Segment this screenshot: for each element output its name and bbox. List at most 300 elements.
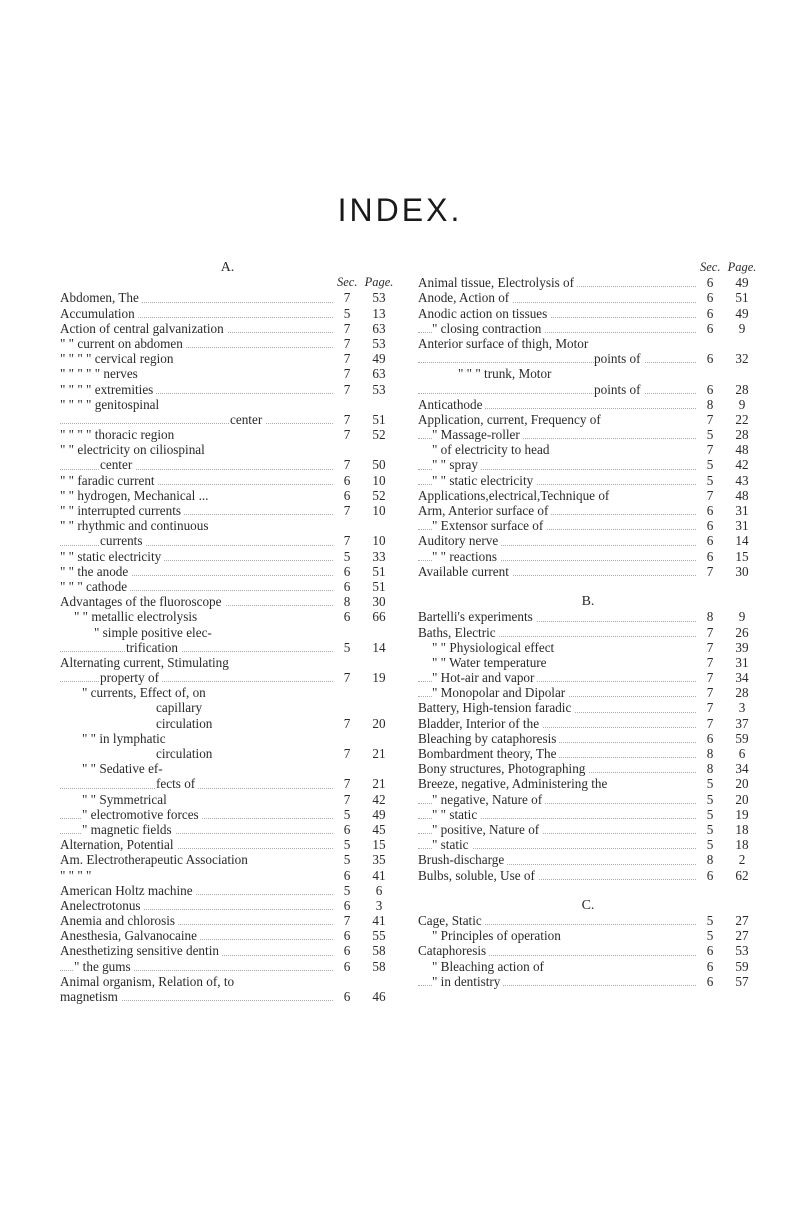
- entry-page: 22: [735, 411, 749, 427]
- entry-text: Anesthesia, Galvanocaine: [60, 928, 200, 943]
- entry-page: 51: [735, 290, 749, 306]
- entry-sec: 6: [706, 730, 714, 746]
- entry-text: " " rhythmic and continuous: [60, 518, 211, 533]
- entry-text: " " spray: [432, 457, 481, 472]
- index-entry: [60, 488, 395, 503]
- entry-page: 51: [372, 411, 386, 427]
- entry-text: Am. Electrotherapeutic Association: [60, 852, 251, 867]
- entry-page: 30: [372, 594, 386, 610]
- entry-sec: 7: [343, 670, 351, 686]
- index-entry: [418, 321, 758, 336]
- index-entry: [418, 700, 758, 715]
- entry-text: Abdomen, The: [60, 290, 142, 305]
- index-entry: [418, 290, 758, 305]
- entry-page: 37: [735, 715, 749, 731]
- entry-sec: 6: [343, 928, 351, 944]
- entry-text: points of: [594, 351, 644, 366]
- index-entry: [418, 731, 758, 746]
- sec-header: Sec.: [337, 275, 358, 290]
- entry-sec: 8: [706, 609, 714, 625]
- index-entry: [418, 670, 758, 685]
- entry-sec: 5: [343, 852, 351, 868]
- entry-page: 20: [735, 776, 749, 792]
- entry-text: Anemia and chlorosis: [60, 913, 178, 928]
- entry-text: " Extensor surface of: [432, 518, 546, 533]
- entry-sec: 7: [343, 715, 351, 731]
- entry-page: 49: [372, 351, 386, 367]
- entry-text: Advantages of the fluoroscope: [60, 594, 225, 609]
- entry-sec: 7: [706, 670, 714, 686]
- index-entry: [418, 959, 758, 974]
- entry-text: Anticathode: [418, 397, 485, 412]
- entry-text: " positive, Nature of: [432, 822, 542, 837]
- entry-sec: 8: [706, 746, 714, 761]
- entry-text: Anesthetizing sensitive dentin: [60, 943, 222, 958]
- entry-text: " " " cathode: [60, 579, 130, 594]
- entry-text: " negative, Nature of: [432, 792, 545, 807]
- index-entry: [418, 640, 758, 655]
- index-entry: [60, 807, 395, 822]
- entry-page: 49: [372, 806, 386, 822]
- entry-text: Applications,electrical,Technique of: [418, 488, 612, 503]
- index-entry: [418, 837, 758, 852]
- entry-page: 18: [735, 821, 749, 837]
- entry-text: " " hydrogen, Mechanical ...: [60, 488, 211, 503]
- entry-page: 42: [372, 791, 386, 807]
- index-entry: [418, 366, 758, 381]
- entry-sec: 7: [343, 290, 351, 306]
- index-entry: [418, 549, 758, 564]
- index-entry: [60, 746, 395, 761]
- entry-page: 3: [738, 700, 746, 716]
- entry-sec: 7: [706, 715, 714, 731]
- entry-sec: 5: [343, 639, 351, 655]
- entry-text: " of electricity to head: [432, 442, 552, 457]
- entry-text: Battery, High-tension faradic: [418, 700, 574, 715]
- index-entry: [418, 792, 758, 807]
- index-entry: [60, 290, 395, 305]
- index-entry: [60, 579, 395, 594]
- entry-page: 14: [735, 533, 749, 549]
- entry-sec: 8: [343, 594, 351, 610]
- index-entry: [418, 336, 758, 351]
- entry-text: Available current: [418, 564, 512, 579]
- entry-text: " " static electricity: [60, 549, 164, 564]
- entry-text: " " " " thoracic region: [60, 427, 177, 442]
- index-entry: [418, 928, 758, 943]
- entry-page: 10: [372, 503, 386, 518]
- page-title: INDEX.: [337, 192, 463, 228]
- index-entry: [418, 503, 758, 518]
- entry-sec: 6: [706, 943, 714, 959]
- entry-text: Breeze, negative, Administering the: [418, 776, 610, 791]
- entry-sec: 6: [706, 867, 714, 883]
- entry-sec: 5: [706, 776, 714, 792]
- entry-text: capillary: [156, 700, 205, 715]
- entry-page: 28: [735, 427, 749, 443]
- entry-page: 51: [372, 563, 386, 579]
- entry-sec: 6: [706, 503, 714, 518]
- index-entry: [60, 473, 395, 488]
- left-column: [60, 260, 395, 1004]
- entry-sec: 7: [706, 654, 714, 670]
- entry-sec: 7: [706, 624, 714, 640]
- entry-page: 48: [735, 487, 749, 503]
- index-entries-a-left: [60, 290, 395, 1004]
- entry-page: 31: [735, 503, 749, 518]
- entry-sec: 8: [706, 761, 714, 777]
- entry-sec: 6: [706, 518, 714, 534]
- entry-page: 63: [372, 366, 386, 382]
- entry-page: 21: [372, 746, 386, 761]
- index-entry: [60, 625, 395, 640]
- index-entry: [60, 382, 395, 397]
- entry-page: 28: [735, 685, 749, 701]
- index-entries-c: [418, 913, 758, 989]
- page-header: Page.: [727, 260, 757, 274]
- entry-sec: 5: [343, 548, 351, 564]
- entry-sec: 5: [706, 457, 714, 473]
- entry-page: 14: [372, 639, 386, 655]
- index-entry: [418, 518, 758, 533]
- entry-page: 6: [375, 882, 383, 898]
- index-entry: [418, 488, 758, 503]
- entry-sec: 7: [706, 411, 714, 427]
- entry-page: 50: [372, 457, 386, 473]
- section-letter-b: B.: [581, 594, 595, 610]
- entry-sec: 6: [706, 381, 714, 397]
- entry-text: Cataphoresis: [418, 943, 489, 958]
- entry-sec: 6: [343, 487, 351, 503]
- entry-sec: 7: [343, 411, 351, 427]
- entry-text: " in dentistry: [432, 974, 503, 989]
- right-column: [418, 260, 758, 989]
- index-entry: [418, 609, 758, 624]
- entry-page: 42: [735, 457, 749, 473]
- entry-sec: 7: [343, 381, 351, 397]
- entry-page: 39: [735, 639, 749, 655]
- entry-sec: 6: [706, 973, 714, 989]
- entry-page: 55: [372, 928, 386, 944]
- entry-page: 52: [372, 427, 386, 443]
- entry-text: " currents, Effect of, on: [82, 685, 209, 700]
- entry-text: Animal tissue, Electrolysis of: [418, 275, 577, 290]
- index-entry: [60, 594, 395, 609]
- index-entry: [60, 351, 395, 366]
- entry-page: 15: [735, 548, 749, 564]
- entry-page: 28: [735, 381, 749, 397]
- entry-text: " " reactions: [432, 549, 500, 564]
- entry-page: 20: [372, 715, 386, 731]
- entry-sec: 6: [343, 578, 351, 594]
- entry-sec: 5: [343, 806, 351, 822]
- index-entry: [60, 503, 395, 518]
- index-entry: [418, 761, 758, 776]
- entry-text: circulation: [156, 716, 215, 731]
- entry-text: " " Symmetrical: [82, 792, 170, 807]
- entry-sec: 5: [706, 821, 714, 837]
- entry-page: 34: [735, 761, 749, 777]
- entry-text: " " " ": [60, 868, 94, 883]
- entry-text: " electromotive forces: [82, 807, 202, 822]
- index-entry: [418, 822, 758, 837]
- entry-sec: 8: [706, 396, 714, 412]
- index-entry: [60, 564, 395, 579]
- entry-text: " " faradic current: [60, 473, 158, 488]
- entry-sec: 6: [343, 897, 351, 913]
- entry-sec: 6: [343, 472, 351, 488]
- entry-sec: 5: [706, 913, 714, 929]
- index-entry: [418, 533, 758, 548]
- index-entry: [418, 974, 758, 989]
- index-entry: [60, 852, 395, 867]
- entry-sec: 7: [343, 366, 351, 382]
- entry-text: " static: [432, 837, 472, 852]
- entry-text: " " Sedative ef-: [82, 761, 166, 776]
- entry-text: Animal organism, Relation of, to: [60, 974, 237, 989]
- index-entry: [418, 473, 758, 488]
- entry-text: " " Physiological effect: [432, 640, 557, 655]
- index-entry: [60, 868, 395, 883]
- entry-sec: 6: [706, 351, 714, 367]
- entry-text: Bladder, Interior of the: [418, 716, 542, 731]
- index-entry: [418, 382, 758, 397]
- column-header: [60, 275, 395, 290]
- entry-page: 10: [372, 472, 386, 488]
- entry-page: 53: [372, 335, 386, 351]
- entry-sec: 6: [343, 609, 351, 625]
- entry-text: " " " trunk, Motor: [458, 366, 554, 381]
- entry-page: 26: [735, 624, 749, 640]
- entry-text: Accumulation: [60, 306, 138, 321]
- entry-page: 32: [735, 351, 749, 367]
- index-entry: [60, 427, 395, 442]
- entry-sec: 7: [343, 351, 351, 367]
- index-entry: [418, 564, 758, 579]
- entry-sec: 5: [706, 837, 714, 853]
- entry-text: " Hot-air and vapor: [432, 670, 537, 685]
- index-entry: [418, 716, 758, 731]
- entry-page: 19: [735, 806, 749, 822]
- entry-text: Bombardment theory, The: [418, 746, 559, 761]
- entry-page: 9: [738, 609, 746, 625]
- entry-page: 45: [372, 821, 386, 837]
- index-entry: [60, 518, 395, 533]
- entry-sec: 7: [706, 639, 714, 655]
- index-entry: [60, 837, 395, 852]
- entry-page: 49: [735, 275, 749, 291]
- entry-page: 53: [372, 381, 386, 397]
- index-entry: [60, 397, 395, 412]
- entry-text: " the gums: [74, 959, 134, 974]
- entry-page: 48: [735, 442, 749, 458]
- entry-sec: 6: [706, 320, 714, 336]
- entry-sec: 7: [343, 335, 351, 351]
- entry-sec: 7: [706, 700, 714, 716]
- index-entry: [60, 731, 395, 746]
- entry-sec: 7: [343, 746, 351, 761]
- entry-text: Anodic action on tissues: [418, 306, 550, 321]
- entry-page: 59: [735, 958, 749, 974]
- entry-text: trification: [126, 640, 181, 655]
- entry-text: center: [100, 457, 135, 472]
- entry-text: Auditory nerve: [418, 533, 501, 548]
- entry-sec: 5: [706, 928, 714, 944]
- entry-text: " " in lymphatic: [82, 731, 169, 746]
- entry-text: " " " " " nerves: [60, 366, 141, 381]
- entry-text: currents: [100, 533, 145, 548]
- entry-text: magnetism: [60, 989, 121, 1004]
- entry-sec: 7: [706, 487, 714, 503]
- index-entries-b: [418, 609, 758, 882]
- entry-page: 43: [735, 472, 749, 488]
- entry-page: 27: [735, 913, 749, 929]
- entry-text: Application, current, Frequency of: [418, 412, 604, 427]
- entry-text: " " " " cervical region: [60, 351, 176, 366]
- entry-page: 18: [735, 837, 749, 853]
- entry-text: circulation: [156, 746, 215, 761]
- index-entry: [60, 640, 395, 655]
- entry-page: 41: [372, 867, 386, 883]
- index-entry: [60, 442, 395, 457]
- entry-sec: 7: [343, 791, 351, 807]
- entry-text: Cage, Static: [418, 913, 485, 928]
- entry-text: " " " " genitospinal: [60, 397, 162, 412]
- entry-text: " Bleaching action of: [432, 959, 547, 974]
- entry-page: 66: [372, 609, 386, 625]
- entry-text: " " the anode: [60, 564, 131, 579]
- entry-text: Anode, Action of: [418, 290, 512, 305]
- entry-text: " magnetic fields: [82, 822, 175, 837]
- index-entry: [60, 457, 395, 472]
- index-entry: [60, 883, 395, 898]
- index-entry: [60, 549, 395, 564]
- entry-page: 3: [375, 897, 383, 913]
- entry-page: 31: [735, 654, 749, 670]
- index-entry: [60, 366, 395, 381]
- entry-page: 19: [372, 670, 386, 686]
- entry-page: 52: [372, 487, 386, 503]
- entry-text: American Holtz machine: [60, 883, 196, 898]
- entry-page: 20: [735, 791, 749, 807]
- index-entry: [60, 792, 395, 807]
- entry-sec: 6: [343, 943, 351, 959]
- entry-page: 2: [738, 852, 746, 868]
- index-entry: [60, 533, 395, 548]
- entry-page: 46: [372, 989, 386, 1004]
- entry-text: property of: [100, 670, 162, 685]
- entry-sec: 6: [706, 533, 714, 549]
- entry-sec: 7: [343, 320, 351, 336]
- index-entry: [418, 427, 758, 442]
- index-entry: [60, 670, 395, 685]
- entry-sec: 6: [343, 989, 351, 1004]
- index-entry: [60, 974, 395, 989]
- entry-page: 9: [738, 396, 746, 412]
- entry-text: " " electricity on ciliospinal: [60, 442, 208, 457]
- column-header: [418, 260, 758, 275]
- index-entry: [60, 700, 395, 715]
- entry-page: 10: [372, 533, 386, 549]
- entry-sec: 7: [706, 442, 714, 458]
- entry-text: points of: [594, 382, 644, 397]
- entry-text: Brush-discharge: [418, 852, 507, 867]
- entry-page: 13: [372, 305, 386, 321]
- entry-page: 57: [735, 973, 749, 989]
- entry-text: " " Water temperature: [432, 655, 550, 670]
- index-entry: [60, 321, 395, 336]
- index-entry: [60, 716, 395, 731]
- entry-page: 59: [735, 730, 749, 746]
- entry-text: Alternating current, Stimulating: [60, 655, 232, 670]
- entry-sec: 6: [706, 548, 714, 564]
- entry-sec: 7: [343, 533, 351, 549]
- index-entry: [60, 943, 395, 958]
- index-entry: [60, 412, 395, 427]
- index-entry: [60, 959, 395, 974]
- index-entry: [60, 776, 395, 791]
- entry-sec: 6: [706, 958, 714, 974]
- entry-sec: 6: [343, 867, 351, 883]
- entry-text: " " metallic electrolysis: [74, 609, 200, 624]
- entry-page: 58: [372, 943, 386, 959]
- entry-page: 35: [372, 852, 386, 868]
- entry-page: 27: [735, 928, 749, 944]
- entry-sec: 5: [343, 882, 351, 898]
- entry-text: Arm, Anterior surface of: [418, 503, 551, 518]
- index-entry: [418, 306, 758, 321]
- index-entry: [60, 761, 395, 776]
- index-entry: [60, 306, 395, 321]
- entry-sec: 8: [706, 852, 714, 868]
- entry-text: " " interrupted currents: [60, 503, 184, 518]
- entry-text: " Monopolar and Dipolar: [432, 685, 568, 700]
- entry-page: 34: [735, 670, 749, 686]
- index-entry: [418, 412, 758, 427]
- section-letter-a: A.: [220, 260, 235, 275]
- entry-page: 21: [372, 776, 386, 792]
- entry-text: Anelectrotonus: [60, 898, 144, 913]
- index-entry: [60, 685, 395, 700]
- index-entry: [60, 913, 395, 928]
- entry-text: Anterior surface of thigh, Motor: [418, 336, 591, 351]
- index-entry: [60, 655, 395, 670]
- entry-sec: 5: [706, 791, 714, 807]
- entry-page: 51: [372, 578, 386, 594]
- entry-sec: 7: [706, 563, 714, 579]
- index-entry: [418, 685, 758, 700]
- entry-text: Bulbs, soluble, Use of: [418, 868, 538, 883]
- entry-page: 6: [738, 746, 746, 761]
- entry-text: center: [230, 412, 265, 427]
- entry-sec: 6: [343, 563, 351, 579]
- entry-text: Action of central galvanization: [60, 321, 227, 336]
- entry-sec: 5: [706, 806, 714, 822]
- index-entry: [60, 822, 395, 837]
- index-entries-a-right: [418, 275, 758, 579]
- entry-text: " Massage-roller: [432, 427, 523, 442]
- entry-page: 49: [735, 305, 749, 321]
- entry-sec: 7: [343, 457, 351, 473]
- entry-sec: 5: [706, 427, 714, 443]
- index-entry: [418, 868, 758, 883]
- index-entry: [60, 609, 395, 624]
- index-entry: [418, 397, 758, 412]
- entry-sec: 7: [343, 503, 351, 518]
- entry-text: " simple positive elec-: [94, 625, 215, 640]
- entry-page: 53: [372, 290, 386, 306]
- index-entry: [418, 442, 758, 457]
